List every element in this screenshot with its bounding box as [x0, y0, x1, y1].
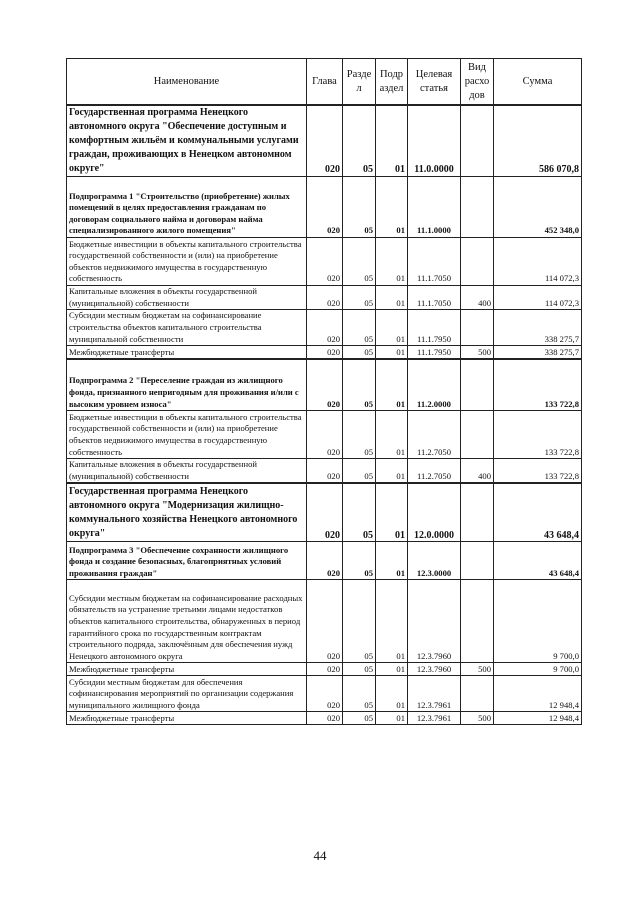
row-vid	[461, 359, 494, 411]
row-glava: 020	[307, 346, 343, 360]
header-vid: Вид расхо дов	[461, 59, 494, 106]
row-podrazdel: 01	[376, 346, 408, 360]
row-target: 11.2.7050	[408, 411, 461, 459]
row-razdel: 05	[343, 580, 376, 663]
header-podrazdel: Подр аздел	[376, 59, 408, 106]
row-name: Бюджетные инвестиции в объекты капитального строительства государственной собственности и (или) на приобретение объектов недвижимого имущества в государственную собственность	[67, 411, 307, 459]
row-glava: 020	[307, 676, 343, 712]
row-razdel: 05	[343, 359, 376, 411]
row-razdel: 05	[343, 663, 376, 676]
table-row	[67, 580, 582, 663]
row-name: Межбюджетные трансферты	[67, 712, 307, 725]
row-sum: 338 275,7	[494, 346, 582, 360]
row-target: 11.1.7950	[408, 346, 461, 360]
header-sum: Сумма	[494, 59, 582, 106]
row-razdel: 05	[343, 676, 376, 712]
row-vid	[461, 238, 494, 286]
row-name: Подпрограмма 2 "Переселение граждан из жилищного фонда, признанного непригодным для проживания и/или с высоким уровнем износа"	[67, 359, 307, 411]
row-sum: 133 722,8	[494, 411, 582, 459]
row-sum: 114 072,3	[494, 286, 582, 310]
row-razdel: 05	[343, 459, 376, 484]
row-glava: 020	[307, 177, 343, 238]
table-row	[67, 483, 582, 542]
row-podrazdel: 01	[376, 663, 408, 676]
row-razdel: 05	[343, 346, 376, 360]
row-name: Межбюджетные трансферты	[67, 346, 307, 360]
row-razdel: 05	[343, 712, 376, 725]
row-sum: 43 648,4	[494, 483, 582, 542]
table-row	[67, 359, 582, 411]
row-razdel: 05	[343, 177, 376, 238]
table-row	[67, 459, 582, 484]
row-glava: 020	[307, 663, 343, 676]
budget-table	[66, 58, 582, 725]
row-razdel: 05	[343, 411, 376, 459]
row-sum: 114 072,3	[494, 238, 582, 286]
row-sum: 12 948,4	[494, 676, 582, 712]
row-target: 12.3.7961	[408, 712, 461, 725]
row-glava: 020	[307, 483, 343, 542]
row-target: 11.1.7950	[408, 310, 461, 346]
header-glava: Глава	[307, 59, 343, 106]
table-row	[67, 712, 582, 725]
row-target: 12.3.7961	[408, 676, 461, 712]
row-podrazdel: 01	[376, 542, 408, 580]
row-target: 12.3.0000	[408, 542, 461, 580]
row-sum: 452 348,0	[494, 177, 582, 238]
row-vid: 400	[461, 459, 494, 484]
row-name: Межбюджетные трансферты	[67, 663, 307, 676]
row-glava: 020	[307, 542, 343, 580]
row-glava: 020	[307, 459, 343, 484]
table-row	[67, 310, 582, 346]
row-name: Бюджетные инвестиции в объекты капитального строительства государственной собственности и (или) на приобретение объектов недвижимого имущества в государственную собственность	[67, 238, 307, 286]
row-name: Субсидии местным бюджетам для обеспечения софинансирования мероприятий по организации содержания муниципального жилищного фонда	[67, 676, 307, 712]
page-number: 44	[313, 848, 327, 863]
row-target: 11.1.7050	[408, 286, 461, 310]
row-name: Государственная программа Ненецкого автономного округа "Модернизация жилищно-коммунального хозяйства Ненецкого автономного округа"	[67, 483, 307, 542]
row-podrazdel: 01	[376, 712, 408, 725]
row-target: 11.1.7050	[408, 238, 461, 286]
table-row	[67, 105, 582, 177]
row-sum: 43 648,4	[494, 542, 582, 580]
row-glava: 020	[307, 359, 343, 411]
row-vid	[461, 580, 494, 663]
row-podrazdel: 01	[376, 286, 408, 310]
row-razdel: 05	[343, 542, 376, 580]
row-podrazdel: 01	[376, 580, 408, 663]
row-glava: 020	[307, 286, 343, 310]
row-target: 11.1.0000	[408, 177, 461, 238]
row-podrazdel: 01	[376, 105, 408, 177]
table-row	[67, 411, 582, 459]
row-razdel: 05	[343, 238, 376, 286]
table-header-row	[67, 59, 582, 106]
table-row	[67, 676, 582, 712]
row-name: Подпрограмма 1 "Строительство (приобретение) жилых помещений в целях предоставления гражданам по договорам социального найма и договорам найма специализированного жилого помещения"	[67, 177, 307, 238]
row-glava: 020	[307, 105, 343, 177]
header-name: Наименование	[67, 59, 307, 106]
row-podrazdel: 01	[376, 310, 408, 346]
table-row	[67, 346, 582, 360]
row-razdel: 05	[343, 483, 376, 542]
row-razdel: 05	[343, 310, 376, 346]
row-sum: 9 700,0	[494, 663, 582, 676]
table-row	[67, 542, 582, 580]
row-target: 11.0.0000	[408, 105, 461, 177]
row-name: Государственная программа Ненецкого автономного округа "Обеспечение доступным и комфортным жильём и коммунальными услугами граждан, проживающих в Ненецком автономном округе"	[67, 105, 307, 177]
row-podrazdel: 01	[376, 411, 408, 459]
row-target: 11.2.0000	[408, 359, 461, 411]
row-vid	[461, 411, 494, 459]
row-sum: 133 722,8	[494, 459, 582, 484]
row-podrazdel: 01	[376, 676, 408, 712]
row-podrazdel: 01	[376, 359, 408, 411]
row-name: Капитальные вложения в объекты государственной (муниципальной) собственности	[67, 286, 307, 310]
row-target: 11.2.7050	[408, 459, 461, 484]
row-sum: 338 275,7	[494, 310, 582, 346]
header-razdel: Разде л	[343, 59, 376, 106]
row-target: 12.3.7960	[408, 580, 461, 663]
row-glava: 020	[307, 580, 343, 663]
table-row	[67, 663, 582, 676]
row-name: Капитальные вложения в объекты государственной (муниципальной) собственности	[67, 459, 307, 484]
header-target: Целевая статья	[408, 59, 461, 106]
row-vid	[461, 310, 494, 346]
table-row	[67, 177, 582, 238]
row-vid: 400	[461, 286, 494, 310]
row-podrazdel: 01	[376, 177, 408, 238]
row-vid: 500	[461, 663, 494, 676]
row-vid: 500	[461, 712, 494, 725]
row-podrazdel: 01	[376, 459, 408, 484]
row-sum: 12 948,4	[494, 712, 582, 725]
row-vid	[461, 676, 494, 712]
row-name: Подпрограмма 3 "Обеспечение сохранности жилищного фонда и создание безопасных, благоприятных условий проживания граждан"	[67, 542, 307, 580]
row-vid	[461, 105, 494, 177]
row-sum: 133 722,8	[494, 359, 582, 411]
row-vid	[461, 542, 494, 580]
row-sum: 9 700,0	[494, 580, 582, 663]
row-glava: 020	[307, 238, 343, 286]
row-name: Субсидии местным бюджетам на софинансирование строительства объектов капитального строительства муниципальной собственности	[67, 310, 307, 346]
row-podrazdel: 01	[376, 238, 408, 286]
table-row	[67, 238, 582, 286]
row-glava: 020	[307, 712, 343, 725]
table-row	[67, 286, 582, 310]
row-vid: 500	[461, 346, 494, 360]
row-glava: 020	[307, 310, 343, 346]
row-name: Субсидии местным бюджетам на софинансирование расходных обязательств на устранение третьими лицами недостатков объектов капитального строительства, обнаруженных в период гарантийного срока по государственным контрактам строительного подряда, заключённым для обеспечения нужд Ненецкого автономного округа	[67, 580, 307, 663]
row-vid	[461, 177, 494, 238]
row-razdel: 05	[343, 286, 376, 310]
row-razdel: 05	[343, 105, 376, 177]
row-vid	[461, 483, 494, 542]
row-target: 12.0.0000	[408, 483, 461, 542]
row-sum: 586 070,8	[494, 105, 582, 177]
row-target: 12.3.7960	[408, 663, 461, 676]
row-glava: 020	[307, 411, 343, 459]
row-podrazdel: 01	[376, 483, 408, 542]
